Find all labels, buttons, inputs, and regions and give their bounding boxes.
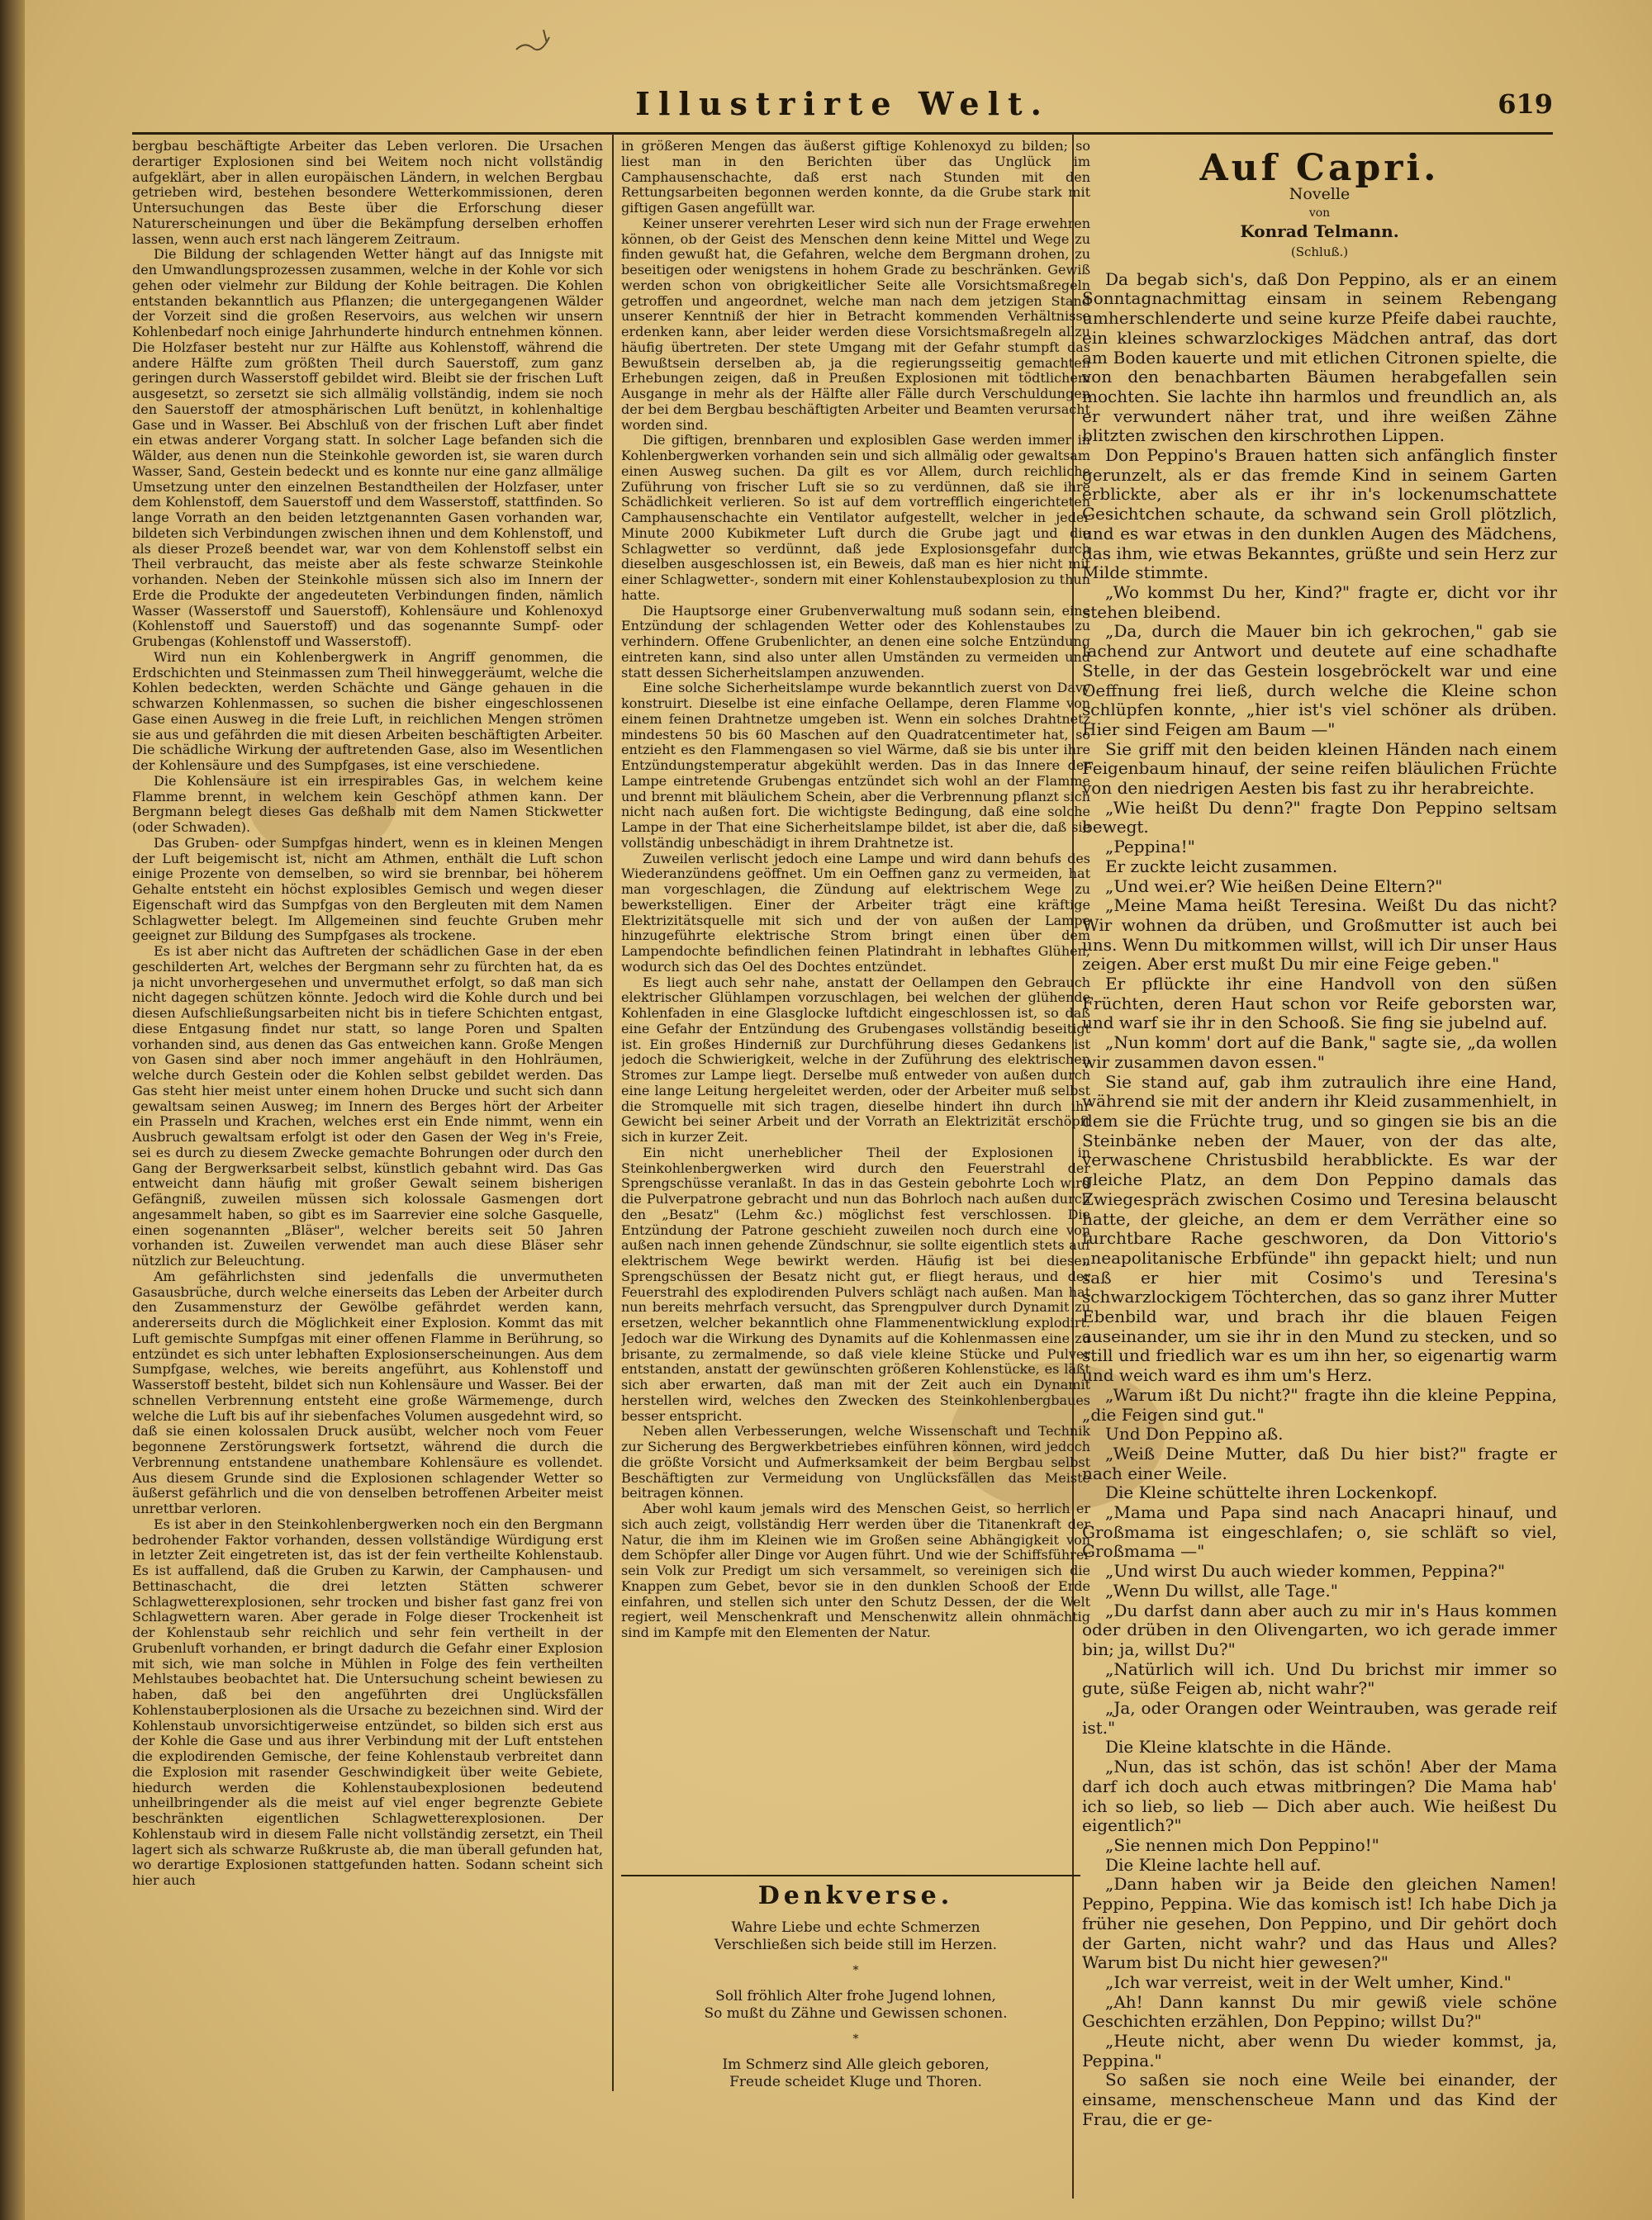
- article-paragraph: Eine solche Sicherheitslampe wurde bekanntlich zuerst von Davy konstruirt. Dieselbe ist eine einfache Oellampe, deren Flamme von einem feinen Drahtnetze umgeben ist. Wenn ein solches Drahtnetz mindestens 50 bis 60 Maschen auf den Quadratcentimeter hat, so entzieht es den Flammengasen so viel Wärme, daß sie bis unter ihre Entzündungstemperatur abgekühlt werden. Das in das Innere der Lampe eintretende Grubengas entzündet sich wohl an der Flamme und brennt mit bläulichem Schein, aber die Verbrennung pflanzt sich nicht nach außen fort. Die wichtigste Bedingung, daß eine solche Lampe in der That eine Sicherheitslampe bildet, ist aber die, daß sie vollständig unbeschädigt in ihrem Drahtnetze ist.: [621, 680, 1090, 851]
- poem-divider: [621, 1875, 1080, 1876]
- poem-stanza: [621, 2056, 1090, 2091]
- story-paragraph: „Meine Mama heißt Teresina. Weißt Du das nicht? Wir wohnen da drüben, und Großmutter ist auch bei uns. Wenn Du mitkommen willst, will ich Dir unser Haus zeigen. Aber erst mußt Du mir eine Feige geben.": [1082, 895, 1557, 975]
- story-paragraph: „Ah! Dann kannst Du mir gewiß viele schöne Geschichten erzählen, Don Peppino; willst Du?": [1082, 1991, 1557, 2032]
- story-paragraph: „Mama und Papa sind nach Anacapri hinauf, und Großmama ist eingeschlafen; o, sie schläft so viel, Großmama —": [1082, 1502, 1557, 1562]
- article-paragraph: Es ist aber nicht das Auftreten der schädlichen Gase in der eben geschilderten Art, welches der Bergmann sehr zu fürchten hat, da es ja nicht unvorhergesehen und unvermuthet erfolgt, so daß man sich nicht dagegen schützen könnte. Jedoch wird die Kohle durch und bei diesen Aufschließungsarbeiten nicht bis in tiefere Schichten entgast, diese Entgasung findet nur statt, so lange Poren und Spalten vorhanden sind, aus denen das Gas entweichen kann. Große Mengen von Gasen sind aber noch immer angehäuft in den Hohlräumen, welche durch Gestein oder die Kohlen selbst gebildet werden. Das Gas steht hier meist unter einem hohen Drucke und sucht sich dann gewaltsam seinen Ausweg; im Innern des Berges hört der Arbeiter ein Prasseln und Krachen, welches erst ein Ende nimmt, wenn ein Ausbruch gewaltsam erfolgt ist oder den Gasen der Weg in's Freie, sei es durch zu diesem Zwecke gemachte Bohrungen oder durch den Gang der Bergwerksarbeit selbst, künstlich gebahnt wird. Das Gas entweicht dann häufig mit großer Gewalt seinem bisherigen Gefängniß, zuweilen müssen sich kolossale Gasmengen dort angesammelt haben, so gibt es im Saarrevier eine solche Gasquelle, einen sogenannten „Bläser", welcher bereits seit 50 Jahren vorhanden ist. Zuweilen verwendet man auch diese Bläser sehr nützlich zur Beleuchtung.: [132, 943, 603, 1269]
- article-paragraph: in größeren Mengen das äußerst giftige Kohlenoxyd zu bilden; so liest man in den Berichten über das Unglück im Camphausenschachte, daß erst nach Stunden mit den Rettungsarbeiten begonnen werden konnte, da die Grube stark mit giftigen Gasen angefüllt war.: [621, 139, 1090, 216]
- story-title: Auf Capri.: [1199, 153, 1440, 189]
- pencil-mark-icon: [512, 25, 562, 58]
- story-paragraph: Er zuckte leicht zusammen.: [1105, 856, 1338, 876]
- story-paragraph: Er pflückte ihr eine Handvoll von den süßen Früchten, deren Haut schon vor Reife geborsten war, und warf sie ihr in den Schooß. Sie fing sie jubelnd auf.: [1082, 974, 1557, 1033]
- story-body: [1082, 270, 1557, 2130]
- story-paragraph: Die Kleine klatschte in die Hände.: [1105, 1737, 1392, 1758]
- poem-stanza: [621, 1919, 1090, 1954]
- story-paragraph: „Wo kommst Du her, Kind?" fragte er, dicht vor ihr stehen bleibend.: [1082, 582, 1557, 622]
- story-paragraph: „Und wei.er? Wie heißen Deine Eltern?": [1105, 875, 1443, 896]
- article-paragraph: Am gefährlichsten sind jedenfalls die unvermutheten Gasausbrüche, durch welche einerseits das Leben der Arbeiter durch den Zusammensturz der Gewölbe gefährdet werden kann, andererseits durch die Möglichkeit einer Explosion. Kommt das mit Luft gemischte Sumpfgas mit einer offenen Flamme in Berührung, so entzündet es sich unter lebhaften Explosionserscheinungen. Aus dem Sumpfgase, welches, wie bereits angeführt, aus Kohlenstoff und Wasserstoff besteht, bildet sich nun Kohlensäure und Wasser. Bei der schnellen Verbrennung entsteht eine große Wärmemenge, durch welche die Luft bis auf ihr siebenfaches Volumen ausgedehnt wird, so daß sie einen kolossalen Druck ausübt, welcher noch vom Feuer begonnene Zerstörungswerk fortsetzt, während die durch die Verbrennung entstandene unathembare Kohlensäure es vollendet. Aus diesem Grunde sind die Explosionen schlagender Wetter so äußerst gefährlich und die von denselben betroffenen Arbeiter meist unrettbar verloren.: [132, 1268, 603, 1516]
- story-paragraph: Da begab sich's, daß Don Peppino, als er an einem Sonntagnachmittag einsam in seinem Rebengang umherschlenderte und seine kurze Pfeife dabei rauchte, ein kleines schwarzlockiges Mädchen antraf, das dort am Boden kauerte und mit etlichen Citronen spielte, die von den benachbarten Bäumen herabgefallen sein mochten. Sie lachte ihn harmlos und freundlich an, als er verwundert näher trat, und ihre weißen Zähne blitzten zwischen den kirschrothen Lippen.: [1082, 268, 1557, 446]
- article-paragraph: Es ist aber in den Steinkohlenbergwerken noch ein den Bergmann bedrohender Faktor vorhanden, dessen vollständige Würdigung erst in letzter Zeit eingetreten ist, das ist der fein vertheilte Kohlenstaub. Es ist auffallend, daß die Gruben zu Karwin, der Camphausen- und Bettinaschacht, die drei letzten Stätten schwerer Schlagwetterexplosionen, sehr trocken und bisher fast ganz frei von Schlagwettern waren. Aber gerade in Folge dieser Trockenheit ist der Kohlenstaub sehr reichlich und sehr fein vertheilt in der Grubenluft vorhanden, er bringt dadurch die Gefahr einer Explosion mit sich, wie man solche in Mühlen in Folge des fein vertheilten Mehlstaubes beobachtet hat. Die Untersuchung scheint bewiesen zu haben, daß bei den angeführten drei Unglücksfällen Kohlenstauberplosionen als die Ursache zu bezeichnen sind. Wird der Kohlenstaub unvorsichtigerweise entzündet, so bilden sich erst aus der Kohle die Gase und aus ihrer Verbindung mit der Luft entstehen die explodirenden Gemische, der feine Kohlenstaub verbreitet dann die Explosion mit rasender Geschwindigkeit über weite Gebiete, hiedurch werden die Kohlenstaubexplosionen bedeutend unheilbringender als die meist auf viel enger begrenzte Gebiete beschränkten eigentlichen Schlagwetterexplosionen. Der Kohlenstaub wird in diesem Falle nicht vollständig zersetzt, ein Theil lagert sich als schwarze Rußkruste ab, die man überall gefunden hat, wo derartige Explosionen stattgefunden hatten. Sodann scheint sich hier auch: [132, 1516, 603, 1888]
- story-genre: Novelle: [1289, 184, 1351, 203]
- article-paragraph: Aber wohl kaum jemals wird des Menschen Geist, so herrlich er sich auch zeigt, vollständig Herr werden über die Titanenkraft der Natur, die ihm im Kleinen wie im Großen seine Abhängigkeit von dem Schöpfer aller Dinge vor Augen führt. Und wie der Schiffsführer sein Volk zur Predigt um sich versammelt, so vereinigen sich die Knappen zum Gebet, bevor sie in den dunklen Schooß der Erde einfahren, und stellen sich unter den Schutz Dessen, der die Welt regiert, weil Menschenkraft und Menschenwitz allein ohnmächtig sind im Kampfe mit den Elementen der Natur.: [621, 1501, 1090, 1640]
- poem-line: Wahre Liebe und echte Schmerzen: [731, 1919, 980, 1936]
- poem-separator: *: [852, 1964, 859, 1977]
- poem-title: Denkverse.: [757, 1881, 954, 1910]
- poem-stanza: [621, 1988, 1090, 2023]
- journal-title: Illustrirte Welt.: [635, 85, 1050, 122]
- article-paragraph: Neben allen Verbesserungen, welche Wissenschaft und Technik zur Sicherung des Bergwerkbetriebes einführen können, wird jedoch die größte Vorsicht und Aufmerksamkeit der beim Bergbau selbst Beschäftigten zur Vermeidung von Unglücksfällen das Meiste beitragen können.: [621, 1423, 1090, 1501]
- story-paragraph: Sie griff mit den beiden kleinen Händen nach einem Feigenbaum hinauf, der seine reifen bläulichen Früchte von den niedrigen Aesten bis fast zu ihr herabreichte.: [1082, 738, 1557, 799]
- story-paragraph: „Natürlich will ich. Und Du brichst mir immer so gute, süße Feigen ab, nicht wahr?": [1082, 1658, 1557, 1699]
- article-paragraph: Die Kohlensäure ist ein irrespirables Gas, in welchem keine Flamme brennt, in welchem kein Geschöpf athmen kann. Der Bergmann belegt dieses Gas deßhalb mit dem Namen Stickwetter (oder Schwaden).: [132, 772, 603, 835]
- story-paragraph: „Peppina!": [1105, 837, 1195, 857]
- story-paragraph: „Wie heißt Du denn?" fragte Don Peppino seltsam bewegt.: [1082, 797, 1557, 837]
- article-column-1: [132, 139, 603, 2088]
- story-paragraph: „Ich war verreist, weit in der Welt umher, Kind.": [1105, 1971, 1512, 1992]
- poem-line: Freude scheidet Kluge und Thoren.: [729, 2074, 982, 2090]
- story-paragraph: „Wenn Du willst, alle Tage.": [1105, 1580, 1338, 1601]
- story-paragraph: „Ja, oder Orangen oder Weintrauben, was gerade reif ist.": [1082, 1698, 1557, 1738]
- story-column: [1082, 153, 1557, 2184]
- story-paragraph: „Du darfst dann aber auch zu mir in's Haus kommen oder drüben in den Olivengarten, wo ich gerade immer bin; ja, willst Du?": [1082, 1600, 1557, 1659]
- article-paragraph: bergbau beschäftigte Arbeiter das Leben verloren. Die Ursachen derartiger Explosionen sind bei Weitem noch nicht vollständig aufgeklärt, aber in allen europäischen Ländern, in welchen Bergbau getrieben wird, bestehen besondere Wetterkommissionen, deren Untersuchungen das Beste über die Erforschung dieser Naturerscheinungen und über die Bekämpfung derselben erhoffen lassen, wenn auch erst nach längerem Zeitraum.: [132, 139, 603, 247]
- story-paragraph: „Und wirst Du auch wieder kommen, Peppina?": [1105, 1561, 1506, 1582]
- story-paragraph: „Warum ißt Du nicht?" fragte ihn die kleine Peppina, „die Feigen sind gut.": [1082, 1384, 1557, 1425]
- page-header: [132, 78, 1553, 128]
- poem-line: So mußt du Zähne und Gewissen schonen.: [704, 2005, 1008, 2022]
- article-paragraph: Zuweilen verlischt jedoch eine Lampe und wird dann behufs des Wiederanzündens geöffnet. Um ein Oeffnen ganz zu vermeiden, hat man vorgeschlagen, die Zündung auf elektrischem Wege zu bewerkstelligen. Einer der Arbeiter trägt eine kräftige Elektrizitätsquelle mit sich und der von außen der Lampe hinzugeführte elektrische Strom bringt einen über dem Lampendochte befindlichen feinen Platindraht in lebhaftes Glühen, wodurch sich das Oel des Dochtes entzündet.: [621, 850, 1090, 975]
- article-column-2: [621, 139, 1090, 1873]
- page-number: 619: [1498, 88, 1553, 120]
- story-paragraph: Don Peppino's Brauen hatten sich anfänglich finster gerunzelt, als er das fremde Kind in seinem Garten erblickte, aber als er ihr in's lockenumschattete Gesichtchen schaute, da schwand sein Groll plötzlich, und es war etwas in den dunklen Augen des Mädchens, das ihm, wie etwas Bekanntes, grüßte und sein Herz zur Milde stimmte.: [1082, 445, 1557, 583]
- article-paragraph: Es liegt auch sehr nahe, anstatt der Oellampen den Gebrauch elektrischer Glühlampen vorzuschlagen, bei welchen der glühende Kohlenfaden in eine Glasglocke luftdicht eingeschlossen ist, so daß eine Gefahr der Entzündung des Grubengases vollständig beseitigt ist. Ein großes Hinderniß zur Durchführung dieses Gedankens ist jedoch die Schwierigkeit, welche in der Zuführung des elektrischen Stromes zur Lampe liegt. Derselbe muß entweder von außen durch eine lange Leitung hergeleitet werden, oder der Arbeiter muß selbst die Stromquelle mit sich tragen, dieselbe hindert ihn durch ihr Gewicht bei seiner Arbeit und der Vorrath an Elektrizität erschöpft sich in kurzer Zeit.: [621, 974, 1090, 1145]
- article-paragraph: Ein nicht unerheblicher Theil der Explosionen in Steinkohlenbergwerken wird durch den Feuerstrahl der Sprengschüsse veranlaßt. In das in das Gestein gebohrte Loch wird die Pulverpatrone gebracht und nun das Bohrloch nach außen durch den „Besatz" (Lehm &c.) möglichst fest verschlossen. Die Entzündung der Patrone geschieht zuweilen noch durch eine von außen nach innen gehende Zündschnur, sie sollte eigentlich stets auf elektrischem Wege bewirkt werden. Häufig ist bei diesen Sprengschüssen der Besatz nicht gut, er fliegt heraus, und der Feuerstrahl des explodirenden Pulvers schlägt nach außen. Man hat nun bereits mehrfach versucht, das Sprengpulver durch Dynamit zu ersetzen, welcher bekanntlich ohne Flammenentwicklung explodirt. Jedoch war die Wirkung des Dynamits auf die Kohlenmassen eine zu brisante, zu zermalmende, so daß viele kleine Stücke und Pulver entstanden, anstatt der gewünschten größeren Kohlenstücke, es läßt sich aber erwarten, daß man mit der Zeit auch ein Dynamit herstellen wird, welches den Zwecken des Steinkohlenbergbaues besser entspricht.: [621, 1144, 1090, 1424]
- story-paragraph: „Sie nennen mich Don Peppino!": [1105, 1835, 1379, 1855]
- story-paragraph: „Nun komm' dort auf die Bank," sagte sie, „da wollen wir zusammen davon essen.": [1082, 1032, 1557, 1072]
- poem-line: Im Schmerz sind Alle gleich geboren,: [722, 2056, 990, 2073]
- column-divider: [612, 134, 614, 2091]
- poem-separator: *: [852, 2033, 859, 2046]
- story-continuation: (Schluß.): [1290, 244, 1349, 259]
- story-paragraph: Die Kleine schüttelte ihren Lockenkopf.: [1105, 1482, 1438, 1503]
- article-paragraph: Wird nun ein Kohlenbergwerk in Angriff genommen, die Erdschichten und Steinmassen zum Theil hinweggeräumt, welche die Kohlen bedeckten, werden Schächte und Gänge gehauen in die schwarzen Kohlenmassen, so suchen die bisher eingeschlossenen Gase einen Ausweg in die freie Luft, in reichlichen Mengen strömen sie aus und gefährden die mit diesen Arbeiten beschäftigten Arbeiter. Die schädliche Wirkung der auftretenden Gase, also im Wesentlichen der Kohlensäure und des Sumpfgases, ist eine verschiedene.: [132, 648, 603, 773]
- story-author: Konrad Telmann.: [1240, 221, 1399, 242]
- story-paragraph: „Weiß Deine Mutter, daß Du hier bist?" fragte er nach einer Weile.: [1082, 1443, 1557, 1483]
- story-by: von: [1308, 206, 1331, 220]
- story-paragraph: So saßen sie noch eine Weile bei einander, der einsame, menschenscheue Mann und das Kind der Frau, die er ge-: [1082, 2070, 1557, 2129]
- article-paragraph: Das Gruben- oder Sumpfgas hindert, wenn es in kleinen Mengen der Luft beigemischt ist, nicht am Athmen, enthält die Luft schon einige Prozente von demselben, so wird sie brennbar, bei höherem Gehalte entsteht ein höchst explosibles Gemisch und wegen dieser Eigenschaft wird das Sumpfgas von den Bergleuten mit dem Namen Schlagwetter belegt. Im Allgemeinen sind feuchte Gruben mehr geeignet zur Bildung des Sumpfgases als trockene.: [132, 834, 603, 944]
- story-paragraph: „Da, durch die Mauer bin ich gekrochen," gab sie lachend zur Antwort und deutete auf eine schadhafte Stelle, in der das Gestein losgebröckelt war und eine Oeffnung frei ließ, durch welche die Kleine schon schlüpfen konnte, „hier ist's viel schöner als drüben. Hier sind Feigen am Baum —": [1082, 621, 1557, 739]
- header-rule: [132, 132, 1553, 135]
- story-paragraph: Die Kleine lachte hell auf.: [1105, 1854, 1322, 1875]
- story-paragraph: „Nun, das ist schön, das ist schön! Aber der Mama darf ich doch auch etwas mitbringen? Die Mama hab' ich so lieb, so lieb — Dich aber auch. Wie heißest Du eigentlich?": [1082, 1757, 1557, 1836]
- article-paragraph: Die Hauptsorge einer Grubenverwaltung muß sodann sein, eine Entzündung der schlagenden Wetter oder des Kohlenstaubes zu verhindern. Offene Grubenlichter, an denen eine solche Entzündung eintreten kann, sind also unter allen Umständen zu vermeiden und statt dessen Sicherheitslampen anzuwenden.: [621, 602, 1090, 681]
- story-paragraph: „Heute nicht, aber wenn Du wieder kommst, ja, Peppina.": [1082, 2031, 1557, 2071]
- article-paragraph: Keiner unserer verehrten Leser wird sich nun der Frage erwehren können, ob der Geist des Menschen denn keine Mittel und Wege zu finden gewußt hat, die Gefahren, welche dem Bergmann drohen, zu beseitigen oder wenigstens in hohem Grade zu beschränken. Gewiß werden schon von obrigkeitlicher Seite alle Vorsichtsmaßregeln getroffen und angeordnet, welche man nach dem jetzigen Stand unserer Kenntniß der hier in Betracht kommenden Verhältnisse erdenken kann, aber leider werden diese Vorsichtsmaßregeln allzu häufig übertreten. Der stete Umgang mit der Gefahr stumpft das Bewußtsein derselben ab, ja die regierungsseitig gemachten Erhebungen zeigen, daß in Preußen Explosionen mit tödtlichem Ausgange in mehr als der Hälfte aller Fälle durch Verschuldungen der bei dem Bergbau beschäftigten Arbeiter und Beamten verursacht worden sind.: [621, 215, 1090, 433]
- poem-line: Soll fröhlich Alter frohe Jugend lohnen,: [715, 1988, 996, 2004]
- story-paragraph: Und Don Peppino aß.: [1105, 1424, 1284, 1444]
- book-spine-shadow: [0, 0, 25, 2220]
- article-paragraph: Die Bildung der schlagenden Wetter hängt auf das Innigste mit den Umwandlungsprozessen zusammen, welche in der Kohle vor sich gehen oder vielmehr zur Bildung der Kohle beitragen. Die Kohlen entstanden bekanntlich aus Pflanzen; die untergegangenen Wälder der Vorzeit sind die großen Reservoirs, aus welchen wir unsern Kohlenbedarf noch einige Jahrhunderte hindurch entnehmen können. Die Holzfaser besteht nur zur Hälfte aus Kohlenstoff, während die andere Hälfte zum größten Theil durch Sauerstoff, zum ganz geringen durch Wasserstoff gebildet wird. Bleibt sie der frischen Luft ausgesetzt, so zersetzt sie sich allmälig vollständig, indem sie noch den Sauerstoff der atmosphärischen Luft benützt, in kohlenhaltige Gase und in Wasser. Bei Abschluß von der frischen Luft aber findet ein etwas anderer Vorgang statt. In solcher Lage befanden sich die Wälder, aus denen nun die Steinkohle geworden ist, sie waren durch Wasser, Sand, Gestein bedeckt und es konnte nur eine ganz allmälige Umsetzung unter den einzelnen Bestandtheilen der Holzfaser, unter dem Kohlenstoff, dem Sauerstoff und dem Wasserstoff, stattfinden. So lange Vorrath an den beiden letztgenannten Gasen vorhanden war, bildeten sich Verbindungen zwischen ihnen und dem Kohlenstoff, und als dieser Prozeß beendet war, war von dem Kohlenstoff selbst ein Theil verbraucht, das meiste aber als feste schwarze Steinkohle vorhanden. Neben der Steinkohle müssen sich also im Innern der Erde die Produkte der angedeuteten Verbindungen finden, nämlich Wasser (Wasserstoff und Sauerstoff), Kohlensäure und Kohlenoxyd (Kohlenstoff und Sauerstoff) und das sogenannte Sumpf- oder Grubengas (Kohlenstoff und Wasserstoff).: [132, 246, 603, 649]
- story-paragraph: „Dann haben wir ja Beide den gleichen Namen! Peppino, Peppina. Wie das komisch ist! Ich habe Dich ja früher nie gesehen, Don Peppino, und Dir gehört doch der Garten, nicht wahr? und das Haus und Alles? Warum bist Du nicht hier gewesen?": [1082, 1874, 1557, 1973]
- poem-section: [621, 1881, 1090, 2110]
- article-paragraph: Die giftigen, brennbaren und explosiblen Gase werden immer in Kohlenbergwerken vorhanden sein und sich allmälig oder gewaltsam einen Ausweg suchen. Da gilt es vor Allem, durch reichliche Zuführung von frischer Luft sie so zu verdünnen, daß sie ihre Schädlichkeit verlieren. So ist auf dem vortrefflich eingerichteten Camphausenschachte ein Ventilator aufgestellt, welcher in jeder Minute 2000 Kubikmeter Luft durch die Grube jagt und die Schlagwetter so verdünnt, daß jede Explosionsgefahr durch dieselben ausgeschlossen ist, ein Beweis, daß man es hier nicht mit einer Schlagwetter-, sondern mit einer Kohlenstaubexplosion zu thun hatte.: [621, 432, 1090, 603]
- poem-line: Verschließen sich beide still im Herzen.: [714, 1937, 998, 1953]
- story-paragraph: Sie stand auf, gab ihm zutraulich ihre eine Hand, während sie mit der andern ihr Kleid zusammenhielt, in dem sie die Früchte trug, und so gingen sie bis an die Steinbänke neben der Mauer, von der das alte, verwaschene Christusbild herabblickte. Es war der gleiche Platz, an dem Don Peppino damals das Zwiegespräch zwischen Cosimo und Teresina belauscht hatte, der gleiche, an dem er dem Verräther eine so furchtbare Rache geschworen, da Don Vittorio's „neapolitanische Erbfünde" ihn gepackt hielt; und nun saß er hier mit Cosimo's und Teresina's schwarzlockigem Töchterchen, das so ganz ihrer Mutter Ebenbild war, und brach ihr die blauen Feigen auseinander, um sie ihr in den Mund zu stecken, und so still und friedlich war es um ihn her, so eigenartig warm und weich ward es ihm um's Herz.: [1082, 1071, 1557, 1386]
